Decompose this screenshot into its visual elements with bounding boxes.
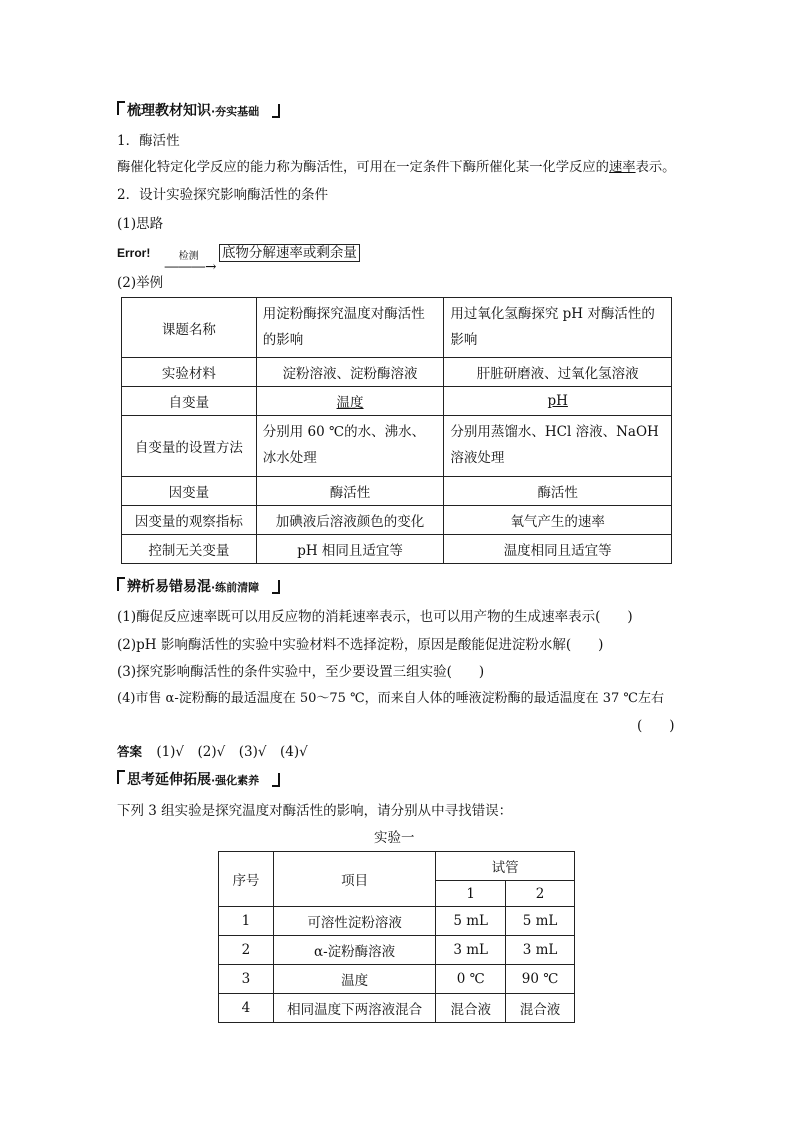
item1-heading: 1．酶活性 [117,133,180,149]
table-row: 自变量的设置方法 分别用 60 ℃的水、沸水、冰水处理 分别用蒸馏水、HCl 溶液、NaOH 溶液处理 [122,416,672,476]
error-text: Error! [117,246,151,260]
answer-label: 答案 [117,744,143,759]
table-row: 课题名称 用淀粉酶探究温度对酶活性的影响 用过氧化氢酶探究 pH 对酶活性的影响 [122,298,672,358]
section-bracket-right [272,580,280,594]
section3-intro: 下列 3 组实验是探究温度对酶活性的影响，请分别从中寻找错误： [117,803,513,819]
example-table [121,297,672,564]
answer-text: (1)√ (2)√ (3)√ (4)√ [156,744,308,760]
table-row: 1 2 [219,881,575,907]
section-title-1: 梳理教材知识·夯实基础 [127,103,260,119]
question-1: (1)酶促反应速率既可以用反应物的消耗速率表示，也可以用产物的生成速率表示( ) [117,609,633,625]
table-row: 3 温度 0 ℃ 90 ℃ [219,965,575,994]
example-label: (2)举例 [117,275,164,291]
section-title-3: 思考延伸拓展·强化素养 [127,772,260,788]
question-4: (4)市售 α-淀粉酶的最适温度在 50～75 ℃，而来自人体的唾液淀粉酶的最适温度在 37 ℃左右 [117,691,664,706]
table-row: 4 相同温度下两溶液混合 混合液 混合液 [219,994,575,1023]
idea-flow: Error! 检测 ―――→ 底物分解速率或剩余量 [117,241,360,261]
table-row: 因变量 酶活性 酶活性 [122,476,672,505]
section-bracket-right [272,773,280,787]
table-row: 控制无关变量 pH 相同且适宜等 温度相同且适宜等 [122,534,672,563]
boxed-result: 底物分解速率或剩余量 [219,244,360,262]
experiment-title: 实验一 [374,830,415,846]
experiment-table [218,851,575,1023]
section-bracket-right [272,104,280,118]
table-row: 1 可溶性淀粉溶液 5 mL 5 mL [219,907,575,936]
item2-heading: 2．设计实验探究影响酶活性的条件 [117,187,329,203]
question-4-paren: ( ) [637,718,675,734]
table-row: 自变量 温度 pH [122,387,672,416]
item1-text: 酶催化特定化学反应的能力称为酶活性，可用在一定条件下酶所催化某一化学反应的速率表示。 [117,160,676,175]
arrow-label: 检测 [178,251,199,262]
question-3: (3)探究影响酶活性的条件实验中，至少要设置三组实验( ) [117,664,485,680]
table-row: 2 α-淀粉酶溶液 3 mL 3 mL [219,936,575,965]
table-row: 因变量的观察指标 加碘液后溶液颜色的变化 氧气产生的速率 [122,505,672,534]
section-title-2: 辨析易错易混·练前清障 [127,579,260,595]
table-row: 序号 项目 试管 [219,852,575,881]
table-row: 实验材料 淀粉溶液、淀粉酶溶液 肝脏研磨液、过氧化氢溶液 [122,358,672,387]
idea-label: (1)思路 [117,216,164,232]
answer-line [117,740,308,760]
question-2: (2)pH 影响酶活性的实验中实验材料不选择淀粉，原因是酸能促进淀粉水解( ) [117,637,604,653]
